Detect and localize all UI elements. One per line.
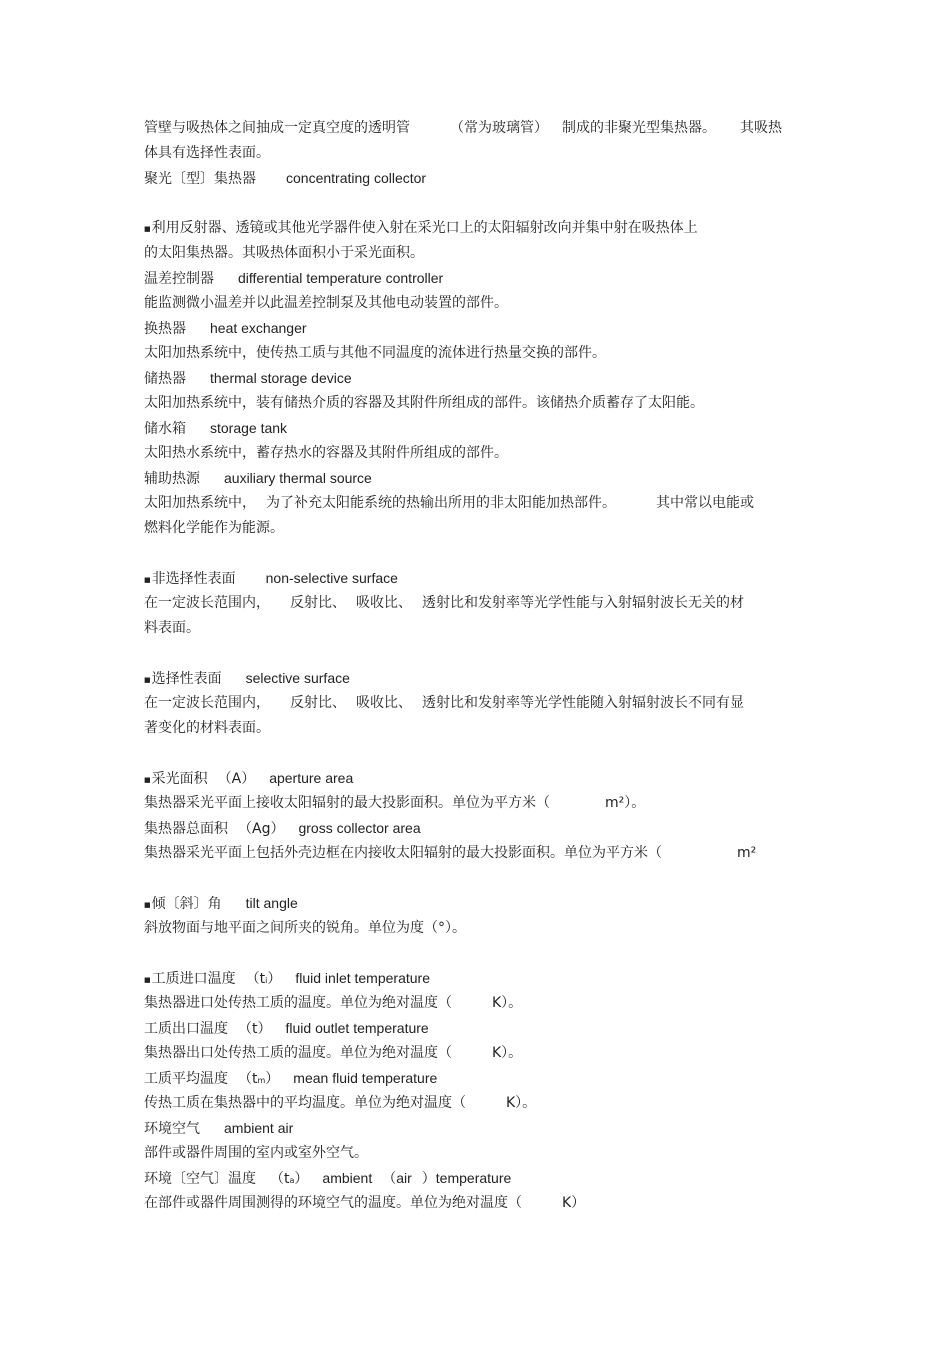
definition-line: 集热器采光平面上接收太阳辐射的最大投影面积。单位为平方米（ m²）。 [144,795,646,811]
term-en: concentrating collector [286,170,427,186]
term-cn: 倾〔斜〕角 [151,896,222,912]
definition-line: 在一定波长范围内， 反射比、 吸收比、 透射比和发射率等光学性能与入射辐射波长无关的材 [144,595,744,611]
term-symbol: （A） [217,771,256,787]
term-en: ambient air [224,1120,294,1136]
term-cn: 储水箱 [144,421,186,437]
definition-line: 集热器采光平面上包括外壳边框在内接收太阳辐射的最大投影面积。单位为平方米（ m² [144,845,757,861]
term-en: non-selective surface [265,570,398,586]
definition-line: 斜放物面与地平面之间所夹的锐角。单位为度（°）。 [144,920,466,936]
text-line: 著变化的材料表面。 [144,720,270,736]
term-cn: 辅助热源 [144,471,200,487]
term-en: ambient [322,1170,373,1186]
definition-line: 在一定波长范围内， 反射比、 吸收比、 透射比和发射率等光学性能随入射辐射波长不同有显 [144,695,744,711]
definition-line: 能监测微小温差并以此温差控制泵及其他电动装置的部件。 [144,295,508,311]
term-en: heat exchanger [210,320,307,336]
definition-line: 在部件或器件周围测得的环境空气的温度。单位为绝对温度（ K） [144,1195,586,1211]
term-cn: 储热器 [144,371,186,387]
term-heading [144,1019,429,1037]
term-en: thermal storage device [210,370,352,386]
definition-line: ■利用反射器、透镜或其他光学器件使入射在采光口上的太阳辐射改向并集中射在吸热体上 [144,220,698,236]
definition-line: 集热器出口处传热工质的温度。单位为绝对温度（ K）。 [144,1045,523,1061]
term-cn: 温差控制器 [144,271,214,287]
term-heading: 工质平均温度 （tm） mean fluid temperature [144,1070,438,1087]
section-marker: ■ [144,676,151,684]
term-heading [144,769,353,787]
term-symbol: （t [238,1071,258,1087]
definition-line: 传热工质在集热器中的平均温度。单位为绝对温度（ K）。 [144,1095,537,1111]
term-heading [144,319,307,337]
term-en: differential temperature controller [238,270,444,286]
term-en: auxiliary thermal source [224,470,372,486]
term-cn: 换热器 [144,321,186,337]
term-heading: 环境〔空气〕温度 （ta） ambient （air ）temperature [144,1170,512,1187]
section-marker: ■ [144,225,151,233]
term-symbol: （t [270,1171,290,1187]
term-cn: 聚光〔型〕集热器 [144,171,256,187]
term-heading: ■工质进口温度 （ti） fluid inlet temperature [144,970,430,987]
term-heading [144,669,350,687]
term-cn: 工质进口温度 [151,971,236,987]
term-cn: 采光面积 [151,771,208,787]
section-marker: ■ [144,776,151,784]
term-en: storage tank [210,420,288,436]
term-heading [144,1119,293,1137]
term-symbol: （t） [238,1021,272,1037]
term-heading [144,894,298,912]
term-cn: 工质出口温度 [144,1021,228,1037]
term-heading [144,419,287,437]
section-marker: ■ [144,901,151,909]
text-line: 料表面。 [144,620,200,636]
section-marker: ■ [144,976,151,984]
term-en: fluid inlet temperature [295,970,430,986]
text-line: 体具有选择性表面。 [144,145,270,161]
term-heading [144,369,352,387]
section-marker: ■ [144,576,151,584]
term-heading [144,569,398,587]
term-en: tilt angle [245,895,298,911]
term-cn: 非选择性表面 [151,571,236,587]
term-heading [144,819,421,837]
term-en: gross collector area [298,820,421,836]
term-cn: 集热器总面积 [144,821,228,837]
definition-line: 太阳加热系统中，使传热工质与其他不同温度的流体进行热量交换的部件。 [144,345,606,361]
term-heading [144,269,443,287]
definition-line: 部件或器件周围的室内或室外空气。 [144,1145,368,1161]
term-cn: 环境〔空气〕温度 [144,1171,256,1187]
term-cn: 环境空气 [144,1121,200,1137]
term-cn: 工质平均温度 [144,1071,228,1087]
definition-line: 集热器进口处传热工质的温度。单位为绝对温度（ K）。 [144,995,523,1011]
term-symbol: （t [245,971,266,987]
definition-line: 太阳加热系统中， 为了补充太阳能系统的热输出所用的非太阳能加热部件。 其中常以电能或 [144,495,754,511]
term-cn: 选择性表面 [151,671,222,687]
term-heading [144,469,372,487]
definition-line: 太阳热水系统中，蓄存热水的容器及其附件所组成的部件。 [144,445,508,461]
term-en: aperture area [269,770,354,786]
definition-line: 太阳加热系统中，装有储热介质的容器及其附件所组成的部件。该储热介质蓄存了太阳能。 [144,395,704,411]
text-line: 的太阳集热器。其吸热体面积小于采光面积。 [144,245,424,261]
term-en: selective surface [245,670,350,686]
term-symbol: （Ag） [238,821,285,837]
text-line: 管壁与吸热体之间抽成一定真空度的透明管 （常为玻璃管） 制成的非聚光型集热器。 其吸热 [144,120,782,136]
term-en: fluid outlet temperature [285,1020,429,1036]
term-heading [144,169,426,187]
text-line: 燃料化学能作为能源。 [144,520,284,536]
term-en: mean fluid temperature [293,1070,438,1086]
